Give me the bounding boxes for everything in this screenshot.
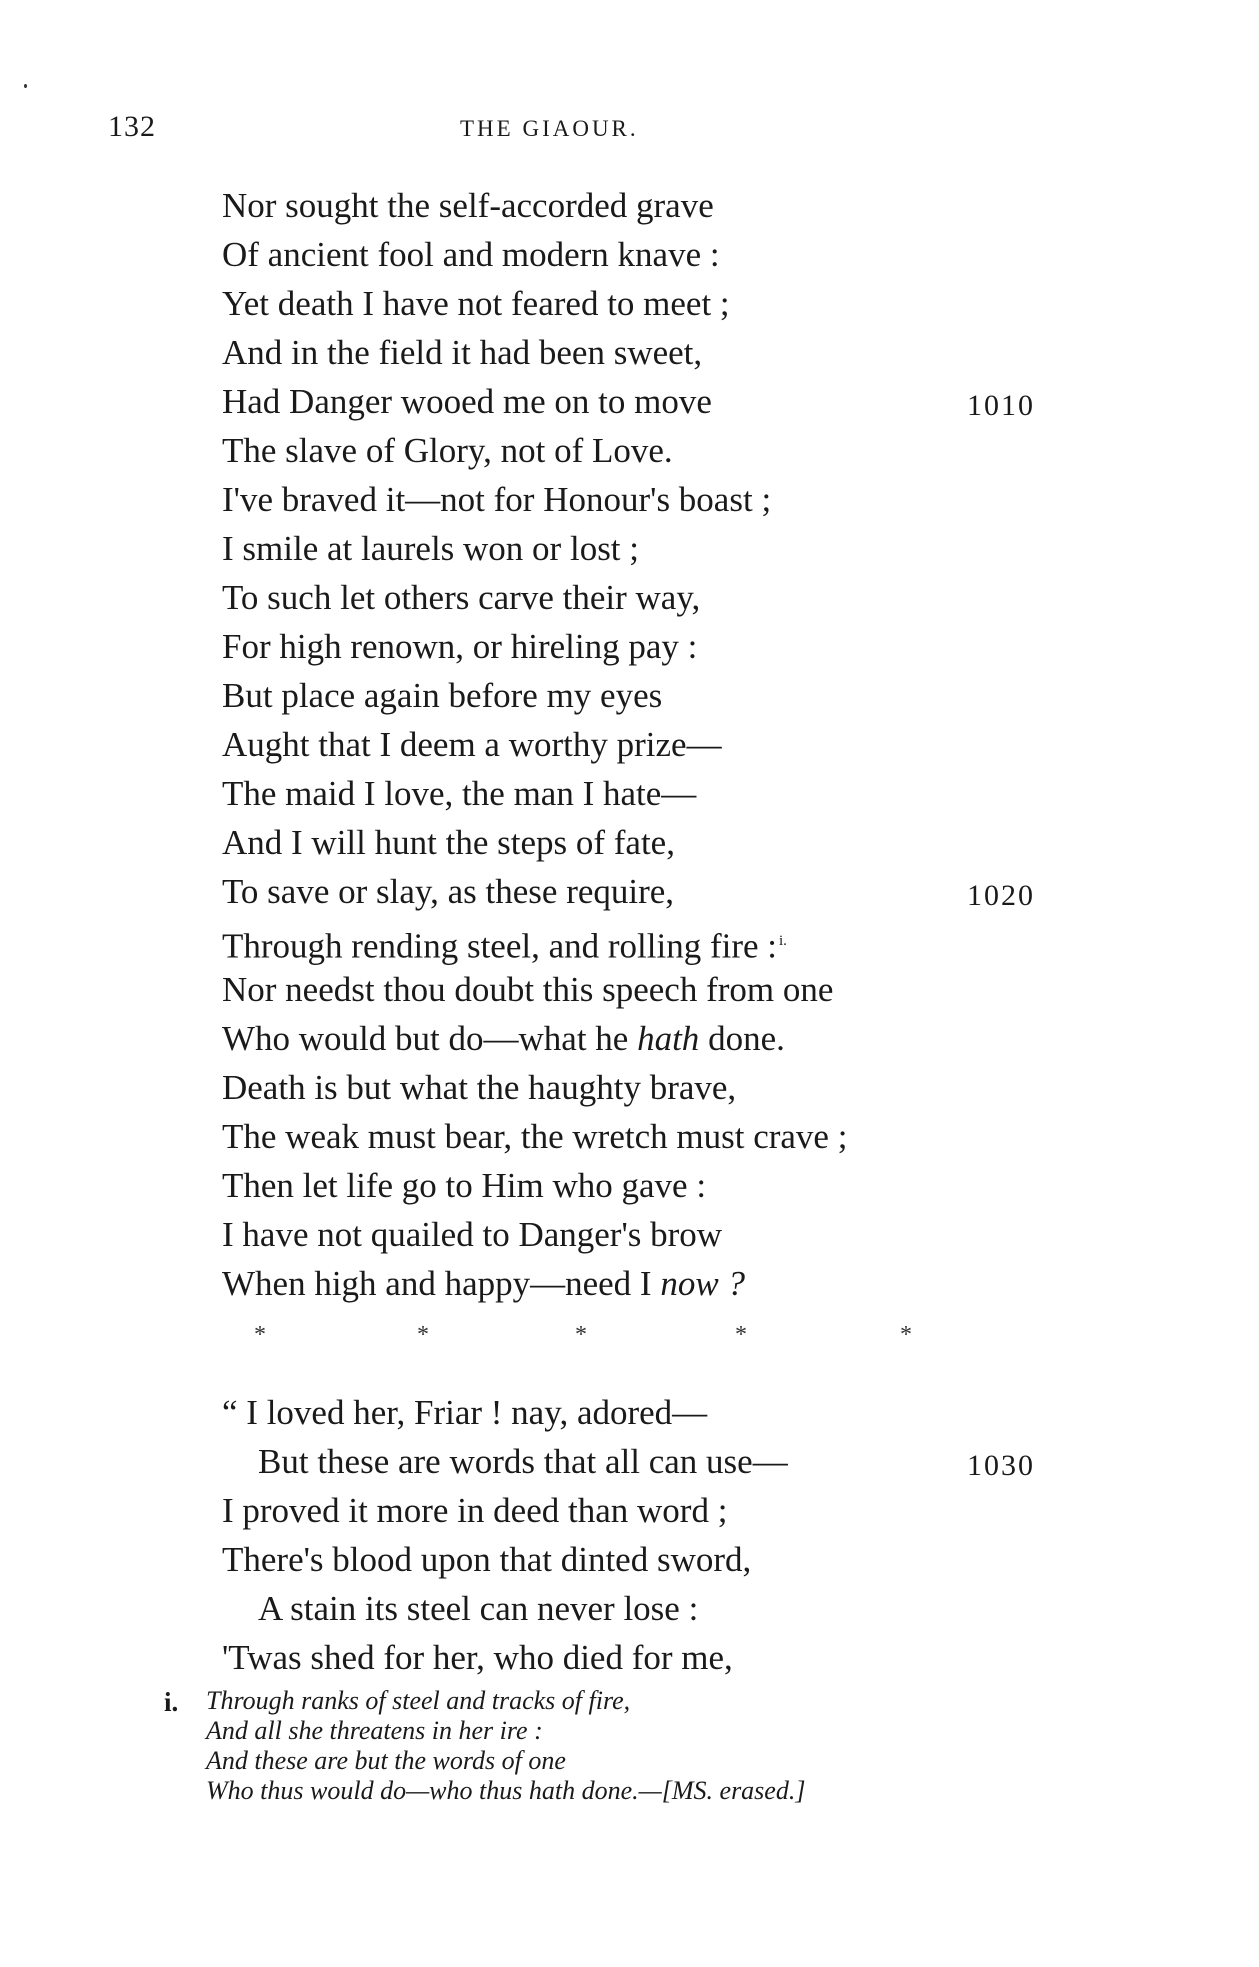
asterisk: * [417,1322,429,1348]
verse-line: And in the field it had been sweet, [222,333,703,372]
verse-line: A stain its steel can never lose : [258,1589,699,1628]
page-number: 132 [108,110,156,143]
italic-word: now ? [660,1264,745,1303]
verse-line: Nor needst thou doubt this speech from one [222,970,834,1009]
line-number: 1010 [967,389,1035,422]
footnote-label: i. [164,1687,179,1717]
verse-line: Had Danger wooed me on to move [222,382,712,421]
verse-line: The maid I love, the man I hate— [222,774,697,813]
verse-line: Nor sought the self-accorded grave [222,186,714,225]
verse-line: “ I loved her, Friar ! nay, adored— [222,1393,708,1432]
footnote-marker: i. [779,933,787,949]
verse-line: To save or slay, as these require, [222,872,675,911]
verse-line: But these are words that all can use— [258,1442,788,1481]
footnote-line: And these are but the words of one [206,1746,566,1775]
verse-line: And I will hunt the steps of fate, [222,823,675,862]
verse-line: Of ancient fool and modern knave : [222,235,720,274]
verse-line: Yet death I have not feared to meet ; [222,284,730,323]
verse-line: I smile at laurels won or lost ; [222,529,640,568]
verse-line-italic [222,1019,785,1059]
verse-text: Through rending steel, and rolling fire : [222,926,777,966]
verse-line-with-note [222,921,787,967]
verse-line: I have not quailed to Danger's brow [222,1215,723,1254]
footnote-line: Who thus would do—who thus hath done.—[MS. erased.] [206,1776,806,1805]
verse-line: The weak must bear, the wretch must crave ; [222,1117,848,1156]
verse-line: There's blood upon that dinted sword, [222,1540,752,1579]
verse-line: The slave of Glory, not of Love. [222,431,673,470]
asterisk: * [254,1322,266,1348]
verse-text: When high and happy—need I [222,1264,661,1303]
verse-line: I proved it more in deed than word ; [222,1491,728,1530]
running-title: THE GIAOUR. [460,116,639,141]
verse-line-italic [222,1264,745,1304]
verse-line: 'Twas shed for her, who died for me, [222,1638,733,1677]
footnote-line: Through ranks of steel and tracks of fire, [206,1686,631,1715]
verse-line: Then let life go to Him who gave : [222,1166,707,1205]
verse-line: Aught that I deem a worthy prize— [222,725,722,764]
print-speck [24,84,27,88]
italic-word: hath [637,1019,700,1058]
verse-text: Who would but do—what he [222,1019,638,1058]
asterisk: * [575,1322,587,1348]
verse-line: Death is but what the haughty brave, [222,1068,737,1107]
page-header [0,110,1259,150]
verse-line: To such let others carve their way, [222,578,701,617]
verse-line: I've braved it—not for Honour's boast ; [222,480,772,519]
section-break [0,1322,1259,1352]
footnote-line: And all she threatens in her ire : [206,1716,543,1745]
verse-text-end: done. [699,1019,785,1058]
asterisk: * [900,1322,912,1348]
asterisk: * [735,1322,747,1348]
verse-line: But place again before my eyes [222,676,663,715]
line-number: 1030 [967,1449,1035,1482]
verse-line: For high renown, or hireling pay : [222,627,698,666]
line-number: 1020 [967,879,1035,912]
